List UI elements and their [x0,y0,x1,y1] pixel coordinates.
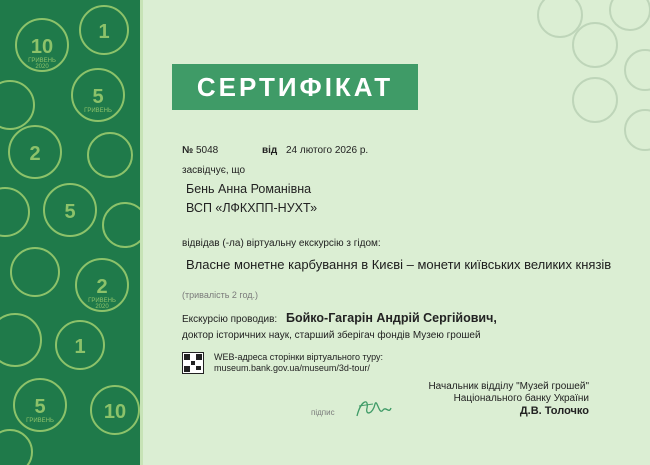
coin-pattern-band [0,0,140,465]
recipient-organization: ВСП «ЛФКХПП-НУХТ» [186,201,318,215]
signer-title-line-2: Національного банку України [453,393,589,404]
coin-pattern-image [0,0,140,465]
coin-denomination-2b: 2 [96,276,108,298]
visited-text: відвідав (-ла) віртуальну екскурсію з гідом: [182,238,381,249]
coin-denomination-5: 5 [92,86,104,108]
coin-year: 2020 [35,64,49,70]
signature-label: підпис [311,408,335,417]
handwritten-signature [353,394,393,422]
coin-denomination-1b: 1 [74,336,86,358]
guide-label: Екскурсію проводив: [182,314,278,325]
coin-caption: ГРИВЕНЬ [26,418,54,424]
qr-code[interactable] [182,352,204,374]
recipient-name: Бень Анна Романівна [186,182,312,196]
coin-denomination-1: 1 [98,21,110,43]
course-title: Власне монетне карбування в Києві – монети київських великих князів [186,257,612,272]
certifies-text: засвідчує, що [182,165,246,176]
coin-denomination-5c: 5 [34,396,46,418]
number-label: № [182,145,194,156]
guide-details: доктор історичних наук, старший зберігач фондів Музею грошей [182,330,481,341]
tour-url[interactable]: museum.bank.gov.ua/museum/3d-tour/ [214,363,370,373]
certificate-title: СЕРТИФІКАТ [196,72,394,102]
tour-url-label: WEB-адреса сторінки віртуального туру: [214,352,383,362]
date-label: від [262,145,278,156]
coin-caption: ГРИВЕНЬ [84,108,112,114]
band-edge-stripe [140,0,143,465]
guide-name: Бойко-Гагарін Андрій Сергійович, [286,311,497,325]
coin-year: 2020 [95,304,109,310]
signer-name: Д.В. Толочко [519,405,589,417]
coin-denomination-5b: 5 [64,201,76,223]
coin-denomination-10b: 10 [103,401,127,423]
signer-title-line-1: Начальник відділу "Музей грошей" [428,381,589,392]
duration-text: (тривалість 2 год.) [182,290,259,300]
coin-denomination-10: 10 [30,36,54,58]
coin-caption: ГРИВЕНЬ [88,298,116,304]
coin-denomination-2: 2 [29,143,41,165]
faded-coins-decoration [520,0,650,160]
certificate-date: 24 лютого 2026 р. [286,145,369,156]
certificate-number: 5048 [196,145,219,156]
coin-caption: ГРИВЕНЬ [28,58,56,64]
